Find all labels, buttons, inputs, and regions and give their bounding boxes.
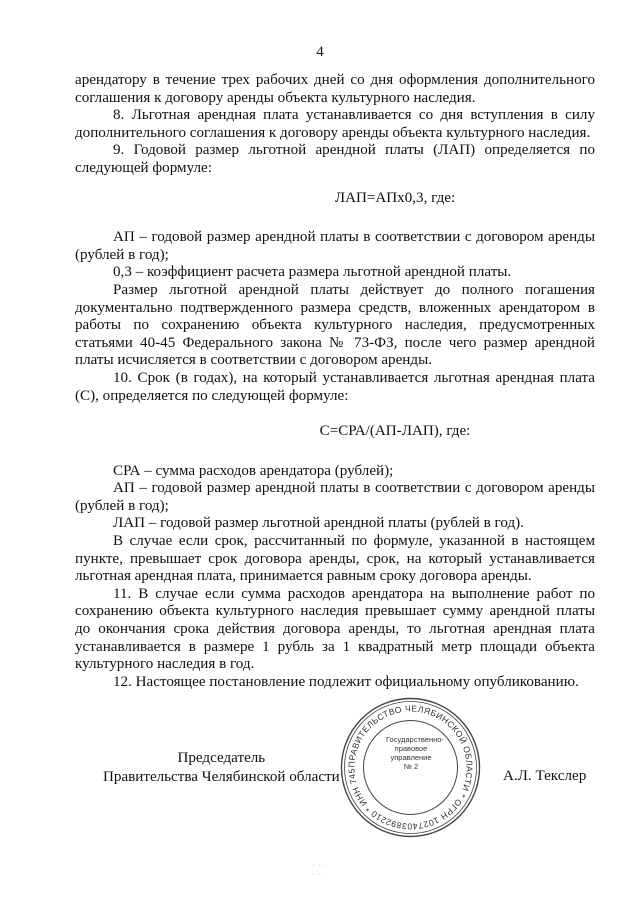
paragraph-continuation: арендатору в течение трех рабочих дней со дня оформления дополнительного соглашения к договору аренды объекта культурного наследия.: [75, 72, 595, 106]
stamp-inner-text: [386, 735, 444, 771]
paragraph-item-10: 10. Срок (в годах), на который устанавливается льготная арендная плата (С), определяется по следующей формуле:: [75, 369, 595, 404]
stamp-inner-line: правовое: [394, 744, 428, 753]
stamp-inner-line: управление: [390, 753, 432, 762]
stamp-inner-line: № 2: [403, 762, 419, 771]
paragraph-lap-duration: Размер льготной арендной платы действует до полного погашения документально подтвержденного размера средств, вложенных арендатором в работы по сохранению объекта культурного наследия, предусмотренных статьями 40-45 Федерального закона № 73-ФЗ, после чего размер арендной платы исчисляется в соответствии с договором аренды.: [75, 281, 595, 369]
faint-mark-line: ...: [311, 869, 329, 878]
definition-coefficient: 0,3 – коэффициент расчета размера льготной арендной платы.: [113, 264, 512, 281]
stamp-ring-text: ПРАВИТЕЛЬСТВО ЧЕЛЯБИНСКОЙ ОБЛАСТИ * ОГРН 1027403892210 * ИНН 745: [346, 703, 475, 832]
definition-ap-2: АП – годовой размер арендной платы в соответствии с договором аренды (рублей в год);: [75, 480, 595, 514]
definition-sra: СРА – сумма расходов арендатора (рублей);: [113, 462, 394, 479]
faint-mark-line: ...: [311, 860, 329, 869]
signatory-name: А.Л. Текслер: [503, 768, 587, 784]
signatory-position-line1: Председатель: [177, 750, 266, 766]
definition-lap: ЛАП – годовой размер льготной арендной платы (рублей в год).: [113, 515, 524, 532]
paragraph-item-12: 12. Настоящее постановление подлежит официальному опубликованию.: [113, 673, 579, 690]
paragraph-term-exceeds: В случае если срок, рассчитанный по формуле, указанной в настоящем пункте, превышает срок договора аренды, срок, на который устанавливается льготная арендная плата, принимается равным сроку договора аренды.: [75, 533, 595, 585]
signatory-position: [103, 749, 340, 787]
stamp-inner-line: Государственно-: [386, 735, 444, 744]
paragraph-item-8: 8. Льготная арендная плата устанавливается со дня вступления в силу дополнительного соглашения к договору аренды объекта культурного наследия.: [75, 107, 595, 141]
formula-term: С=СРА/(АП-ЛАП), где:: [319, 423, 471, 440]
formula-lap: ЛАП=АПх0,3, где:: [334, 189, 456, 206]
document-body: [75, 72, 595, 691]
page-number: 4: [316, 44, 324, 60]
definition-ap: АП – годовой размер арендной платы в соответствии с договором аренды (рублей в год);: [75, 229, 595, 263]
official-stamp: [338, 695, 483, 840]
paragraph-item-11: 11. В случае если сумма расходов арендатора на выполнение работ по сохранению объекта культурного наследия превышает сумму арендной платы до окончания срока действия договора аренды, то льготная арендная плата устанавливается в размере 1 рубль за 1 квадратный метр площади объекта культурного наследия в год.: [75, 585, 595, 673]
paragraph-item-9: 9. Годовой размер льготной арендной платы (ЛАП) определяется по следующей формуле:: [75, 142, 595, 176]
signatory-position-line2: Правительства Челябинской области: [103, 769, 340, 785]
faint-mark: [0, 860, 640, 878]
